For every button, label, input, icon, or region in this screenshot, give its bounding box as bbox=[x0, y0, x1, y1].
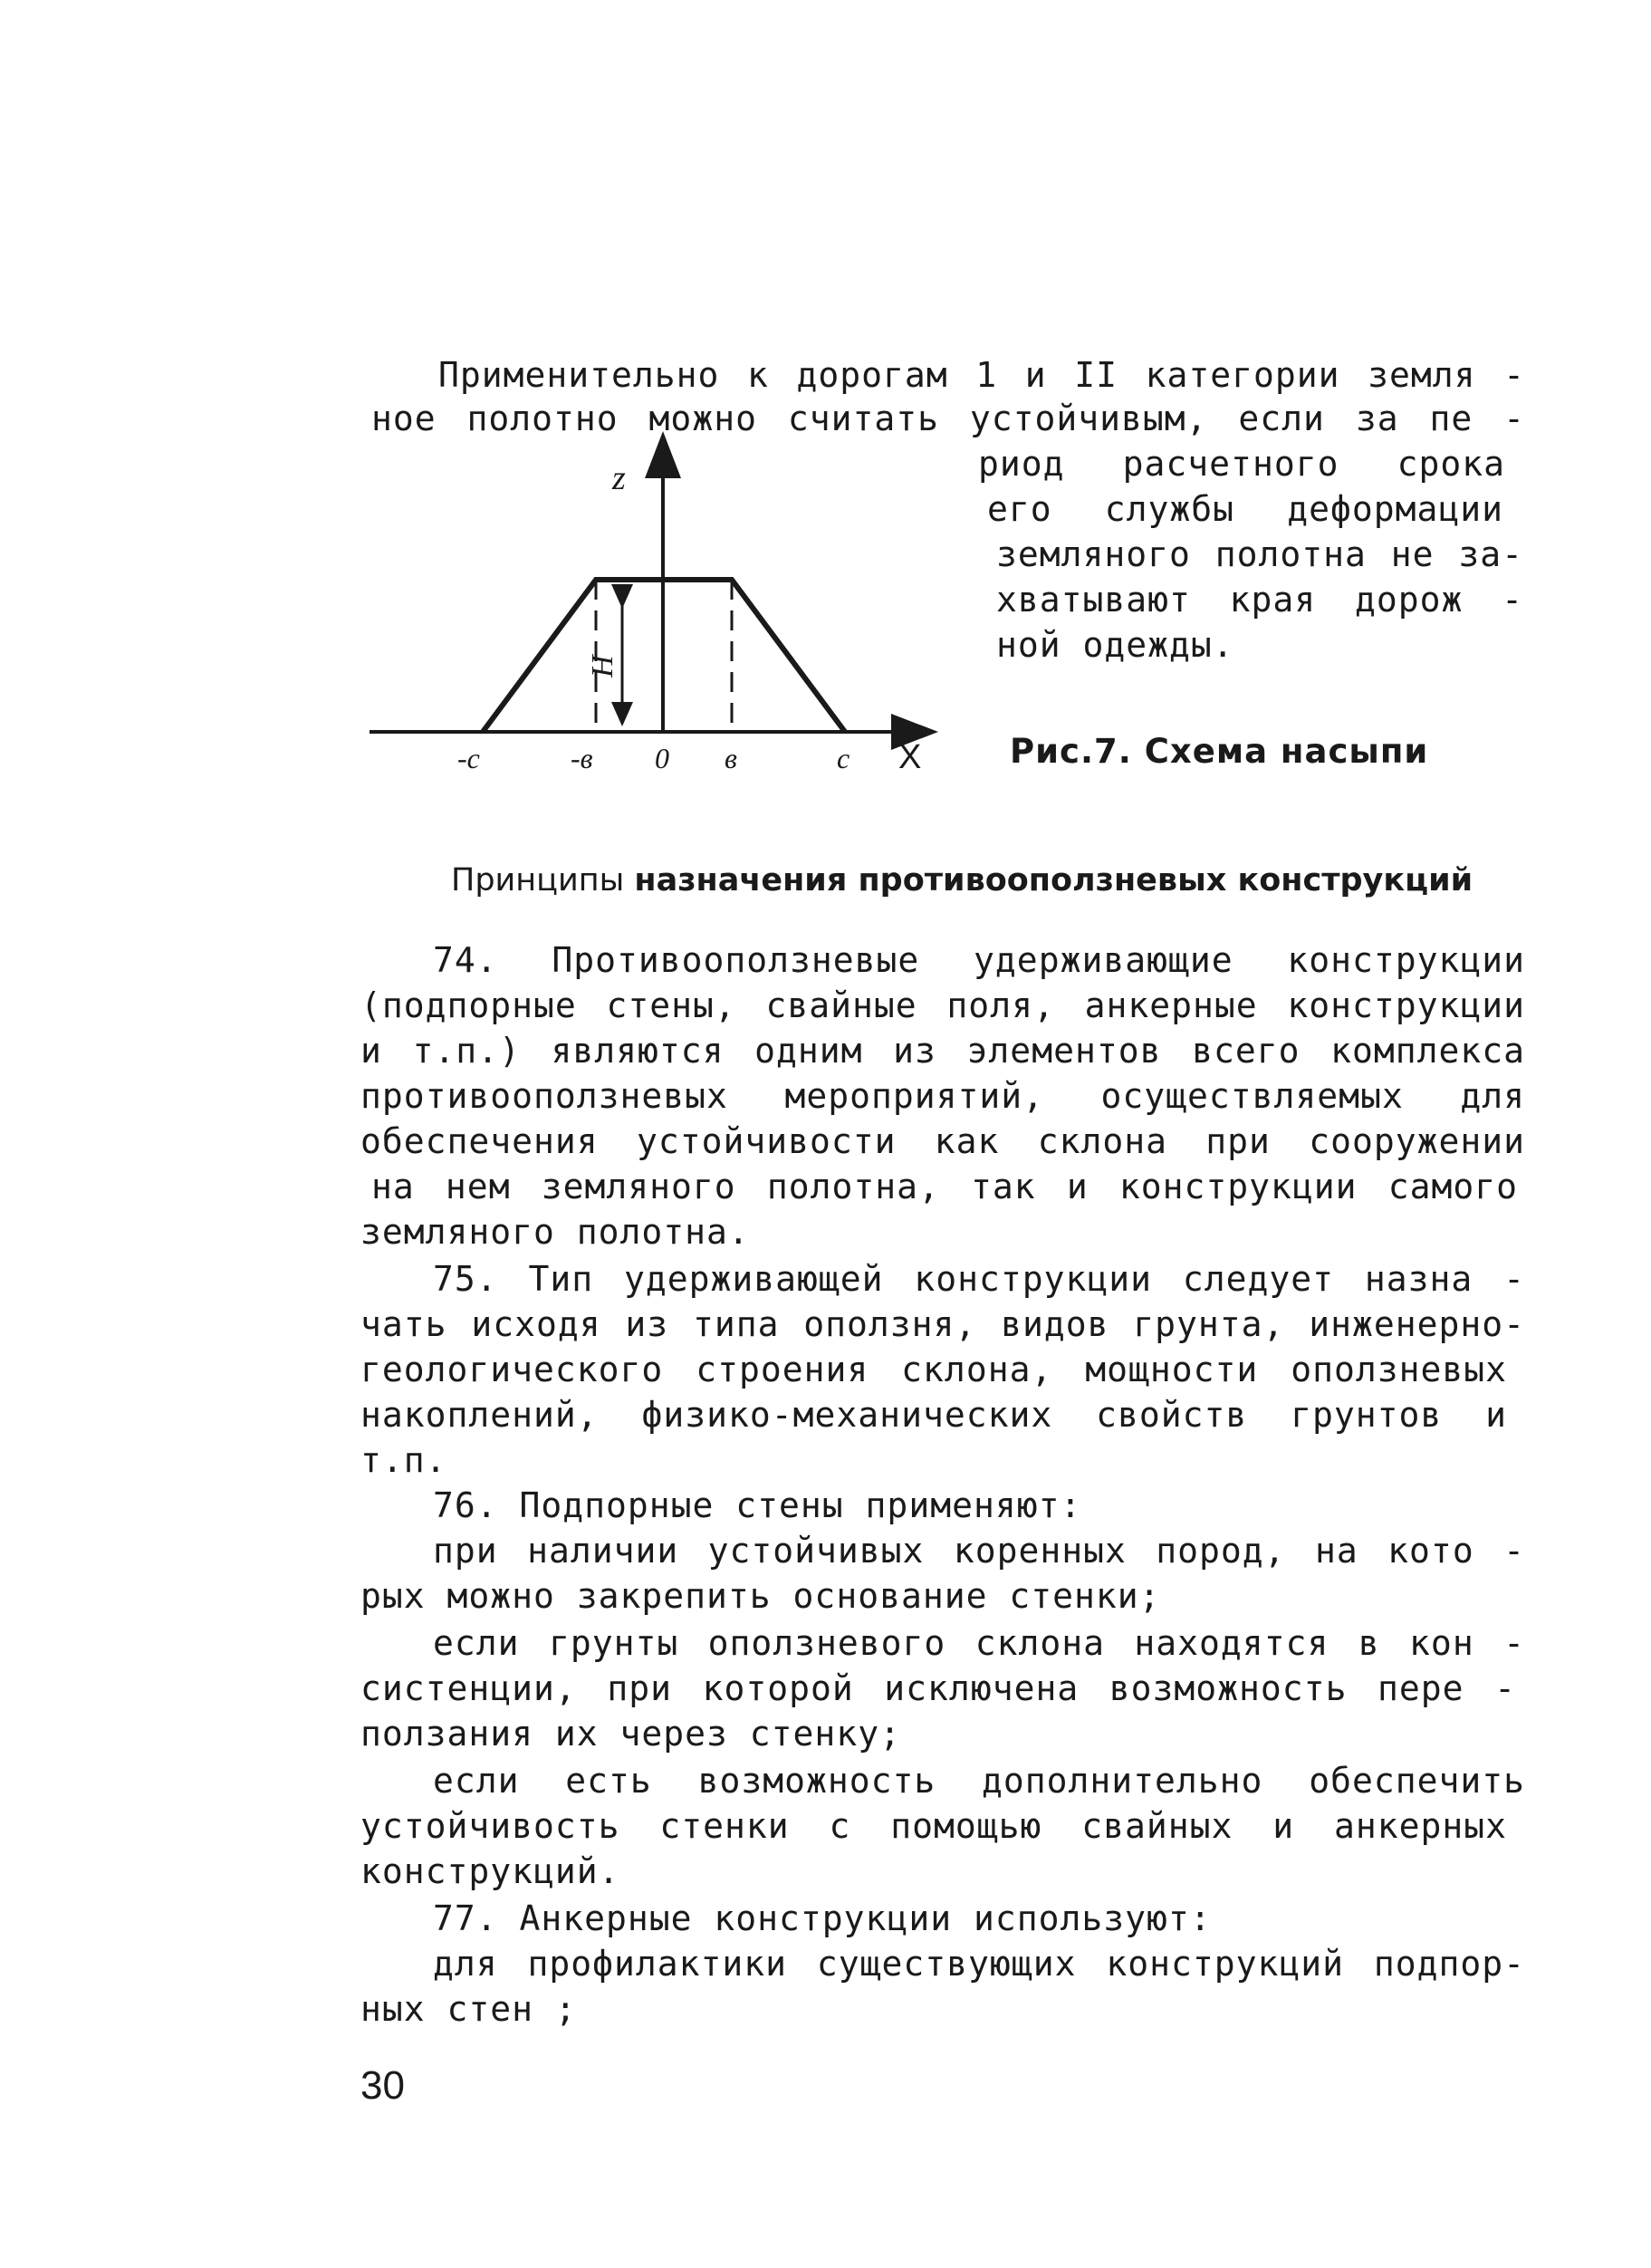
figure-caption: Рис.7. Схема насыпи bbox=[1010, 732, 1429, 771]
height-label: H bbox=[586, 655, 619, 678]
body-line: 74. Противооползневые удерживающие конструкции bbox=[433, 940, 1525, 980]
body-line: противооползневых мероприятий, осуществляемых для bbox=[360, 1076, 1525, 1116]
tick-label: c bbox=[837, 742, 850, 774]
body-line: накоплений, физико-механических свойств грунтов и bbox=[360, 1395, 1507, 1435]
z-axis-label: z bbox=[612, 459, 626, 497]
body-line: и т.п.) являются одним из элементов всего комплекса bbox=[360, 1031, 1525, 1071]
body-line: т.п. bbox=[360, 1440, 447, 1480]
body-line: 75. Тип удерживающей конструкции следует назна - bbox=[433, 1259, 1525, 1299]
section-heading bbox=[451, 862, 1473, 899]
intro-line: риод расчетного срока bbox=[978, 444, 1505, 484]
body-line: геологического строения склона, мощности оползневых bbox=[360, 1350, 1507, 1389]
body-line: если грунты оползневого склона находятся в кон - bbox=[433, 1623, 1525, 1663]
body-line: на нем земляного полотна, так и конструкции самого bbox=[371, 1167, 1518, 1206]
section-heading-bold: назначения противооползневых конструкций bbox=[634, 862, 1473, 899]
section-heading-normal: Принципы bbox=[451, 862, 625, 899]
x-axis-label: X bbox=[898, 738, 922, 776]
body-line: при наличии устойчивых коренных пород, на кото - bbox=[433, 1531, 1525, 1571]
intro-line: ное полотно можно считать устойчивым, если за пе - bbox=[371, 399, 1525, 438]
body-line: ных стен ; bbox=[360, 1989, 577, 2029]
body-line: 77. Анкерные конструкции используют: bbox=[433, 1898, 1212, 1938]
tick-label: -в bbox=[571, 742, 593, 774]
body-line: систенции, при которой исключена возможность пере - bbox=[360, 1668, 1516, 1708]
intro-line: хватывают края дорож - bbox=[996, 580, 1523, 620]
page-number: 30 bbox=[360, 2063, 405, 2108]
body-line: для профилактики существующих конструкций подпор- bbox=[433, 1944, 1525, 1984]
body-line: если есть возможность дополнительно обеспечить bbox=[433, 1761, 1525, 1801]
body-line: земляного полотна. bbox=[360, 1212, 750, 1252]
body-line: (подпорные стены, свайные поля, анкерные конструкции bbox=[360, 985, 1525, 1025]
tick-label: в bbox=[725, 742, 737, 774]
body-line: ползания их через стенку; bbox=[360, 1714, 901, 1754]
body-line: устойчивость стенки с помощью свайных и анкерных bbox=[360, 1806, 1507, 1846]
tick-label: 0 bbox=[655, 742, 669, 774]
body-line: рых можно закрепить основание стенки; bbox=[360, 1576, 1161, 1616]
intro-line: земляного полотна не за- bbox=[996, 534, 1523, 574]
body-line: 76. Подпорные стены применяют: bbox=[433, 1485, 1082, 1525]
intro-line: его службы деформации bbox=[987, 489, 1503, 529]
body-line: конструкций. bbox=[360, 1851, 620, 1891]
body-line: обеспечения устойчивости как склона при сооружении bbox=[360, 1121, 1525, 1161]
tick-label: -c bbox=[457, 742, 480, 774]
body-line: чать исходя из типа оползня, видов грунта, инженерно- bbox=[360, 1304, 1525, 1344]
intro-line: ной одежды. bbox=[996, 625, 1234, 665]
intro-line: Применительно к дорогам 1 и II категории земля - bbox=[438, 355, 1525, 395]
